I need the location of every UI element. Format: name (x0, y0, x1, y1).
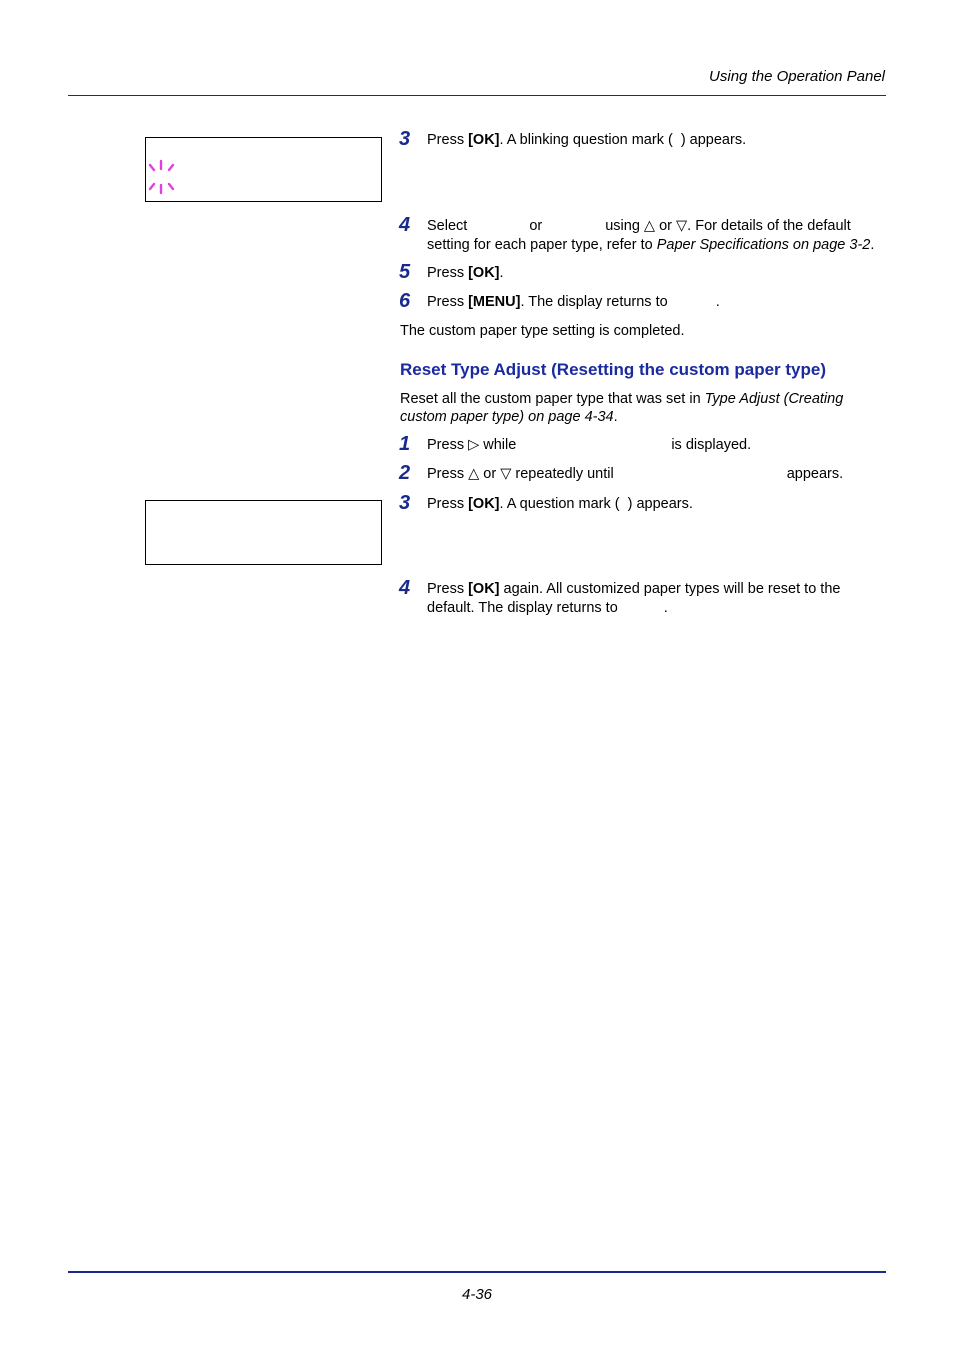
cross-reference: Type Adjust (Creating custom paper type) on page 4-34 (400, 391, 844, 425)
footer-rule (68, 1271, 886, 1273)
section-intro: Reset all the custom paper type that was set in Type Adjust (Creating custom paper type) on page 4-34. (400, 391, 844, 425)
step-number: 4 (399, 577, 411, 599)
blinking-question-mark-icon (147, 158, 179, 198)
header-rule (68, 95, 886, 96)
section-heading: Reset Type Adjust (Resetting the custom paper type) (400, 360, 827, 379)
step-number: 3 (399, 492, 411, 514)
step-number: 6 (399, 290, 411, 312)
running-header: Using the Operation Panel (709, 68, 885, 85)
step-number: 3 (399, 128, 411, 150)
step-number: 5 (399, 261, 411, 283)
step-number: 4 (399, 214, 411, 236)
step-number: 1 (399, 433, 411, 455)
menu-key-label: [MENU] (468, 294, 521, 310)
page-number: 4-36 (461, 1286, 493, 1303)
ok-key-label: [OK] (468, 581, 500, 597)
lcd-display-blinking (145, 137, 382, 202)
ok-key-label: [OK] (468, 132, 500, 148)
step-number: 2 (399, 462, 411, 484)
ok-key-label: [OK] (468, 265, 500, 281)
lcd-display-question (145, 500, 382, 565)
ok-key-label: [OK] (468, 496, 500, 512)
completion-note: The custom paper type setting is completed. (400, 323, 685, 339)
cross-reference: Paper Specifications on page 3-2 (656, 237, 871, 253)
